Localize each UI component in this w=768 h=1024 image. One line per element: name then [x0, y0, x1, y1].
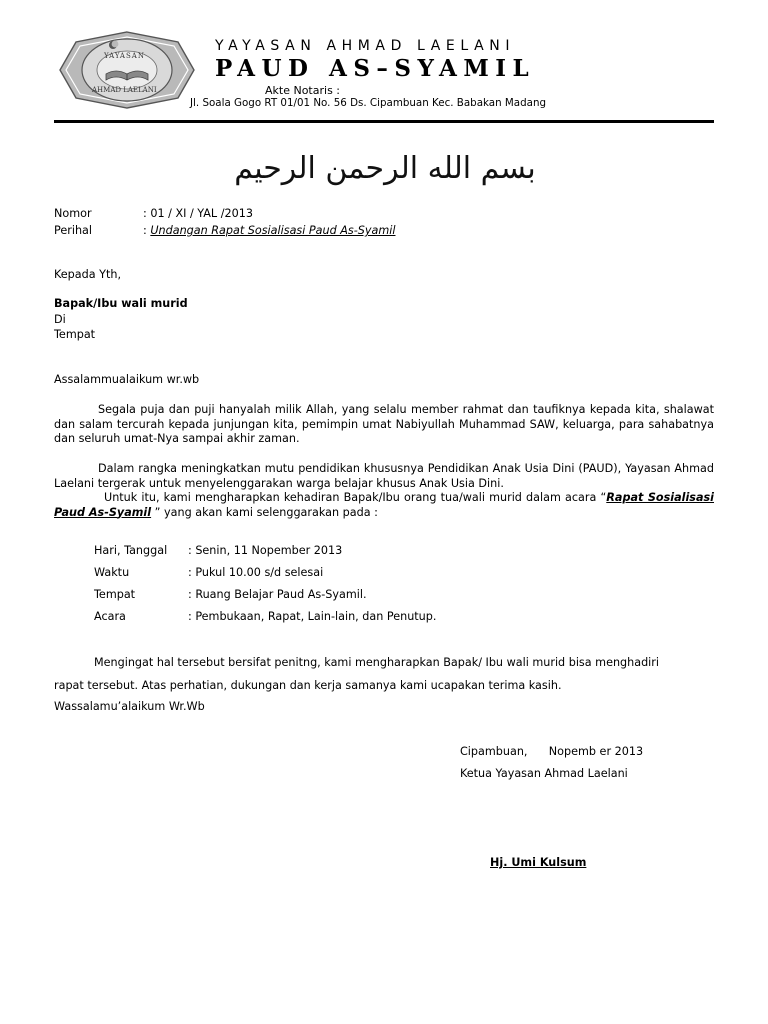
schedule-value-day: : Senin, 11 Nopember 2013 [188, 544, 343, 557]
paragraph-2 [54, 462, 714, 491]
signature-role: Ketua Yayasan Ahmad Laelani [460, 767, 628, 780]
schedule-value-place: : Ruang Belajar Paud As-Syamil. [188, 588, 367, 601]
foundation-logo [58, 30, 196, 110]
greeting: Assalammualaikum wr.wb [54, 373, 200, 386]
paragraph-1-text: Segala puja dan puji hanyalah milik Allah, yang selalu member rahmat dan taufiknya kepada kita, shalawat dan salam tercurah kepada junjungan kita, pemimpin umat Nabiyullah Muhammad SAW, keluarga, para sahabatnya dan seluruh umat-Nya sampai akhir zaman. [54, 403, 714, 445]
closing-salam: Wassalamu’alaikum Wr.Wb [54, 700, 205, 713]
event-name: Rapat Sosialisasi Paud As-Syamil [54, 491, 714, 519]
organization-name: YAYASAN AHMAD LAELANI [215, 38, 516, 54]
logo-top-text: YAYASAN [104, 52, 145, 60]
signature-name: Hj. Umi Kulsum [490, 856, 587, 869]
recipient-name: Bapak/Ibu wali murid [54, 297, 188, 310]
perihal-line [143, 224, 395, 238]
basmala-calligraphy [234, 136, 536, 196]
perihal-label: Perihal [54, 224, 92, 237]
paragraph-2b-pre: Untuk itu, kami mengharapkan kehadiran Bapak/Ibu orang tua/wali murid dalam acara “ [104, 491, 607, 504]
schedule-label-agenda: Acara [94, 610, 126, 623]
schedule-value-time: : Pukul 10.00 s/d selesai [188, 566, 324, 579]
header-divider [54, 120, 714, 123]
kepada-line: Kepada Yth, [54, 268, 121, 281]
paragraph-2b-post: ” yang akan kami selenggarakan pada : [151, 505, 378, 519]
schedule-value-agenda: : Pembukaan, Rapat, Lain-lain, dan Penutup. [188, 610, 437, 623]
svg-text:بسم الله الرحمن الرحيم: بسم الله الرحمن الرحيم [234, 151, 536, 186]
school-name: PAUD AS–SYAMIL [215, 55, 536, 82]
schedule-label-time: Waktu [94, 566, 130, 579]
logo-bottom-text: AHMAD LAELANI [92, 86, 157, 94]
notary-line: Akte Notaris : [265, 84, 340, 97]
perihal-colon: : [143, 224, 151, 237]
closing-line-2: rapat tersebut. Atas perhatian, dukungan dan kerja samanya kami ucapakan terima kasih. [54, 679, 562, 692]
paragraph-2a-text: Dalam rangka meningkatkan mutu pendidikan khususnya Pendidikan Anak Usia Dini (PAUD), Yayasan Ahmad Laelani tergerak untuk menyelenggarakan warga belajar khusus Anak Usia Dini. [54, 462, 714, 490]
schedule-label-day: Hari, Tanggal [94, 544, 168, 557]
perihal-value: Undangan Rapat Sosialisasi Paud As-Syamil [150, 224, 396, 237]
nomor-value: : 01 / XI / YAL /2013 [143, 207, 253, 220]
paragraph-3 [54, 491, 714, 520]
schedule-label-place: Tempat [94, 588, 136, 601]
closing-line-1: Mengingat hal tersebut bersifat penitng, kami mengharapkan Bapak/ Ibu wali murid bisa menghadiri [94, 656, 660, 669]
recipient-place: Tempat [54, 328, 96, 341]
nomor-label: Nomor [54, 207, 92, 220]
paragraph-1 [54, 403, 714, 447]
signature-place-date: Cipambuan, Nopemb er 2013 [460, 745, 644, 758]
recipient-di: Di [54, 313, 66, 326]
address-line: Jl. Soala Gogo RT 01/01 No. 56 Ds. Cipambuan Kec. Babakan Madang [190, 97, 547, 109]
